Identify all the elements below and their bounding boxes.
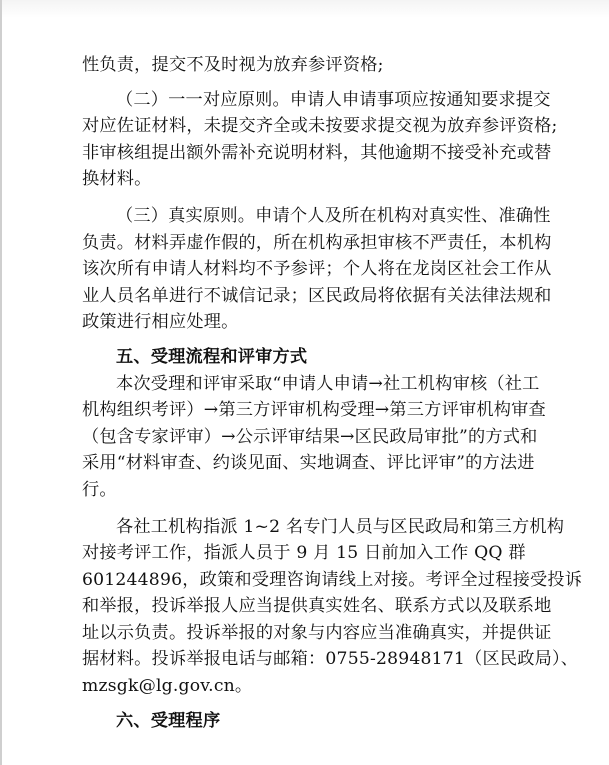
page-top-shadow — [2, 0, 609, 18]
text-line: 业人员名单进行不诚信记录；区民政局将依据有关法律法规和 — [82, 285, 552, 306]
text-line: 机构组织考评）→第三方评审机构受理→第三方评审机构审查 — [82, 400, 546, 421]
section-heading: 五、受理流程和评审方式 — [116, 346, 308, 367]
text-line: 非审核组提出额外需补充说明材料，其他逾期不接受补充或替 — [82, 142, 552, 163]
email-text-line: mzsgk@lg.gov.cn。 — [82, 676, 253, 697]
text-line: 行。 — [82, 479, 117, 500]
text-line: 换材料。 — [82, 169, 152, 190]
section-heading-six — [82, 708, 542, 735]
text-line: 各社工机构指派 1~2 名专门人员与区民政局和第三方机构 — [116, 516, 565, 537]
document-body — [82, 52, 583, 734]
text-line: 本次受理和评审采取“申请人申请→社工机构审核（社工 — [116, 373, 540, 394]
text-line: 性负责，提交不及时视为放弃参评资格; — [82, 55, 384, 75]
paragraph-review-process — [82, 371, 546, 504]
text-line: 据材料。投诉举报电话与邮箱：0755-28948171（区民政局）、 — [82, 649, 579, 670]
paragraph-contact-info — [82, 514, 583, 700]
section-heading-five — [82, 344, 542, 371]
text-line: （三）真实原则。申请个人及所在机构对真实性、准确性 — [116, 205, 551, 226]
text-line: 601244896，政策和受理咨询请线上对接。考评全过程接受投诉 — [82, 569, 583, 590]
paragraph-one-to-one-principle — [82, 87, 558, 193]
text-line: 对接考评工作，指派人员于 9 月 15 日前加入工作 QQ 群 — [82, 543, 526, 564]
text-line: 负责。材料弄虚作假的，所在机构承担审核不严责任，本机构 — [82, 232, 552, 253]
paragraph-truth-principle — [82, 203, 552, 336]
text-line: （包含专家评审）→公示评审结果→区民政局审批”的方式和 — [82, 426, 538, 447]
text-line: 采用“材料审查、约谈见面、实地调查、评比评审”的方法进 — [82, 453, 535, 474]
section-heading: 六、受理程序 — [116, 710, 221, 731]
text-line: 址以示负责。投诉举报的对象与内容应当准确真实，并提供证 — [82, 622, 552, 643]
text-line: 该次所有申请人材料均不予参评；个人将在龙岗区社会工作从 — [82, 259, 552, 280]
text-line: （二）一一对应原则。申请人申请事项应按通知要求提交 — [116, 89, 551, 110]
text-line: 和举报，投诉举报人应当提供真实姓名、联系方式以及联系地 — [82, 596, 552, 617]
paragraph-continuation — [82, 52, 542, 79]
text-line: 对应佐证材料，未提交齐全或未按要求提交视为放弃参评资格; — [82, 116, 558, 137]
text-line: 政策进行相应处理。 — [82, 312, 239, 333]
